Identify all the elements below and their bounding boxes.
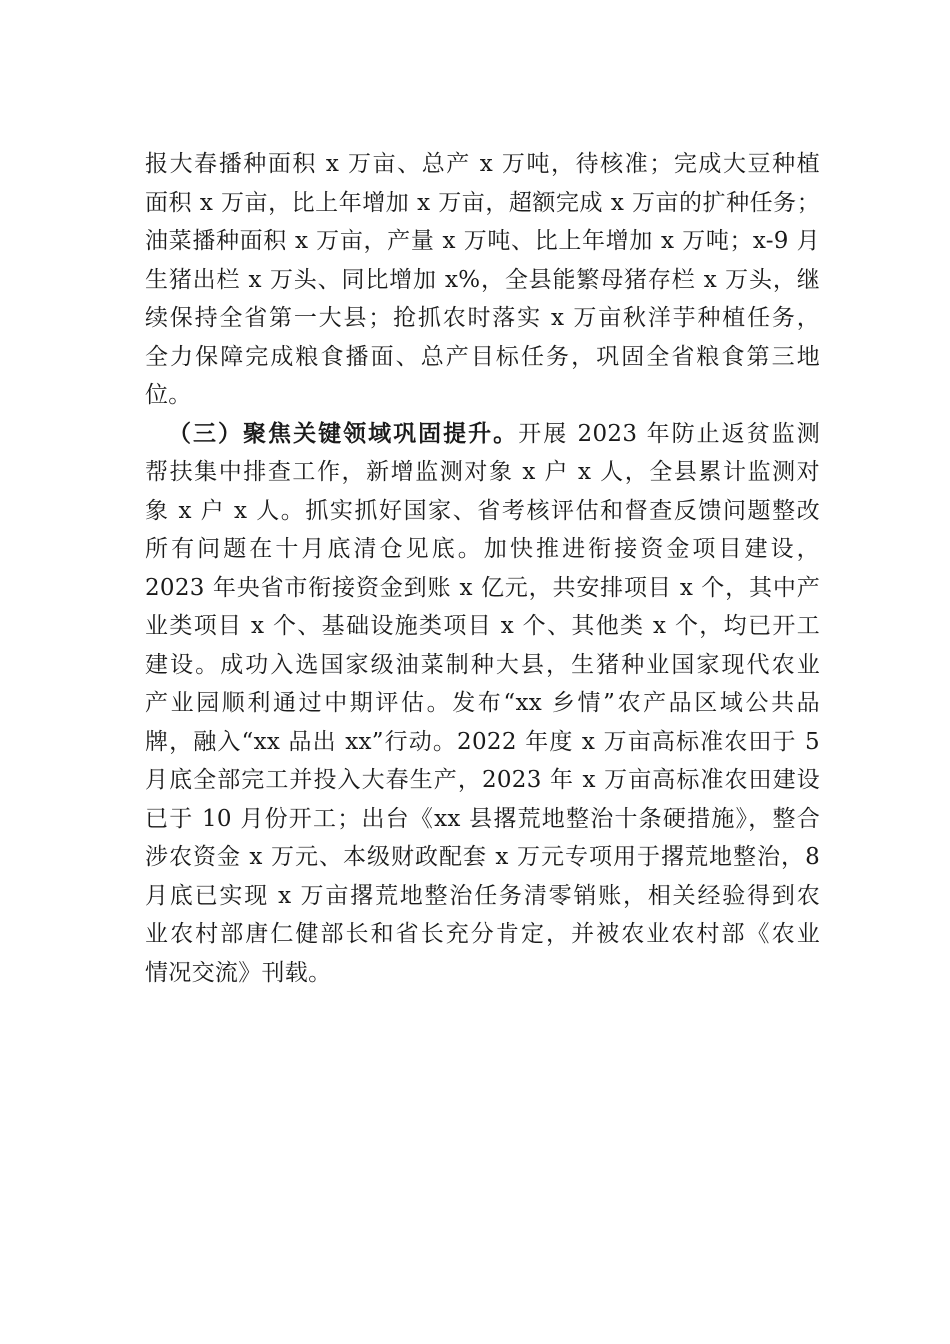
text-line: 生猪出栏 x 万头、同比增加 x%，全县能繁母猪存栏 x 万头，继 <box>145 266 820 293</box>
text-line: 位。 <box>145 382 192 408</box>
text-line: 2023 年央省市衔接资金到账 x 亿元，共安排项目 x 个，其中产 <box>145 574 820 601</box>
text-line: 产业园顺利通过中期评估。发布“xx 乡情”农产品区域公共品 <box>145 690 820 716</box>
text-line: 业农村部唐仁健部长和省长充分肯定，并被农业农村部《农业 <box>145 921 820 947</box>
text-line: 涉农资金 x 万元、本级财政配套 x 万元专项用于撂荒地整治，8 <box>145 844 820 870</box>
text-line: 报大春播种面积 x 万亩、总产 x 万吨，待核准；完成大豆种植 <box>145 151 820 177</box>
text-line: 面积 x 万亩，比上年增加 x 万亩，超额完成 x 万亩的扩种任务； <box>145 189 820 216</box>
text-line: 业类项目 x 个、基础设施类项目 x 个、其他类 x 个，均已开工 <box>145 613 820 639</box>
paragraph-first-line <box>145 415 820 454</box>
text-line: 油菜播种面积 x 万亩，产量 x 万吨、比上年增加 x 万吨；x-9 月 <box>145 228 820 254</box>
text-line: 已于 10 月份开工；出台《xx 县撂荒地整治十条硬措施》，整合 <box>145 805 820 832</box>
text-line: 所有问题在十月底清仓见底。加快推进衔接资金项目建设， <box>145 536 820 562</box>
text-line: 月底全部完工并投入大春生产，2023 年 x 万亩高标准农田建设 <box>145 767 820 793</box>
text-run: 开展 2023 年防止返贫监测 <box>518 420 821 447</box>
text-line: 全力保障完成粮食播面、总产目标任务，巩固全省粮食第三地 <box>145 343 820 370</box>
text-line: 牌，融入“xx 品出 xx”行动。2022 年度 x 万亩高标准农田于 5 <box>145 728 820 755</box>
text-line: 情况交流》刊载。 <box>145 959 332 986</box>
text-line: 建设。成功入选国家级油菜制种大县，生猪种业国家现代农业 <box>145 651 820 678</box>
text-line: 月底已实现 x 万亩撂荒地整治任务清零销账，相关经验得到农 <box>145 882 820 909</box>
section-heading: （三）聚焦关键领域巩固提升。 <box>168 419 519 447</box>
document-body <box>145 145 820 992</box>
text-line: 象 x 户 x 人。抓实抓好国家、省考核评估和督查反馈问题整改 <box>145 497 820 524</box>
text-line: 帮扶集中排查工作，新增监测对象 x 户 x 人，全县累计监测对 <box>145 459 820 485</box>
text-line: 续保持全省第一大县；抢抓农时落实 x 万亩秋洋芋种植任务， <box>145 305 820 331</box>
